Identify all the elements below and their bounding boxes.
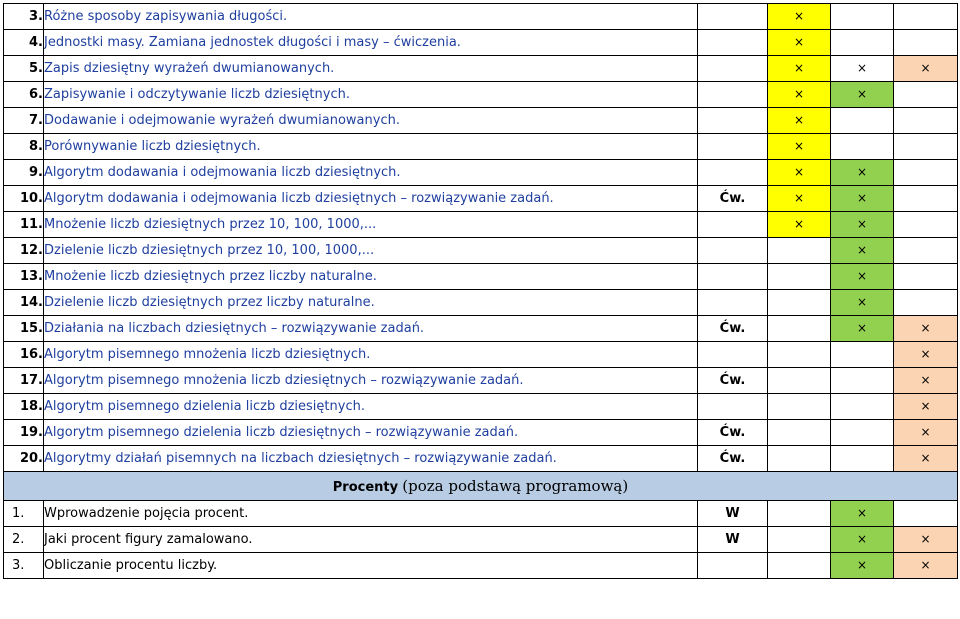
table-row — [4, 342, 958, 368]
row-number: 5. — [4, 56, 44, 82]
exercise-marker — [698, 290, 768, 316]
exercise-marker — [698, 4, 768, 30]
cross-mark-icon: × — [793, 217, 805, 231]
row-number: 6. — [4, 82, 44, 108]
row-title — [44, 316, 698, 342]
mark-cell-1 — [768, 186, 831, 212]
row-title — [44, 342, 698, 368]
topic-text: Mnożenie liczb dziesiętnych przez 10, 100, 1000,... — [44, 217, 377, 232]
row-number: 12. — [4, 238, 44, 264]
mark-cell-2 — [831, 342, 894, 368]
cross-mark-icon: × — [856, 269, 868, 283]
mark-cell-3 — [894, 134, 958, 160]
table-row — [4, 394, 958, 420]
mark-cell-3 — [894, 56, 958, 82]
mark-cell-2 — [831, 394, 894, 420]
row-number: 14. — [4, 290, 44, 316]
mark-cell-1 — [768, 56, 831, 82]
mark-cell-1 — [768, 30, 831, 56]
row-number: 16. — [4, 342, 44, 368]
row-title — [44, 368, 698, 394]
cross-mark-icon: × — [920, 532, 931, 546]
topic-text: Zapis dziesiętny wyrażeń dwumianowanych. — [44, 61, 335, 76]
mark-cell-3 — [894, 108, 958, 134]
mark-cell-2 — [831, 368, 894, 394]
row-title — [44, 420, 698, 446]
mark-cell-1 — [768, 394, 831, 420]
row-number: 13. — [4, 264, 44, 290]
topic-text: Dodawanie i odejmowanie wyrażeń dwumianowanych. — [44, 113, 400, 128]
mark-cell-1 — [768, 82, 831, 108]
row-title — [44, 394, 698, 420]
mark-cell-1 — [768, 501, 831, 527]
mark-cell-1 — [768, 527, 831, 553]
mark-cell-2 — [831, 553, 894, 579]
row-number: 10. — [4, 186, 44, 212]
topic-text: Wprowadzenie pojęcia procent. — [44, 506, 249, 521]
mark-cell-3 — [894, 420, 958, 446]
mark-cell-2 — [831, 56, 894, 82]
table-row — [4, 108, 958, 134]
exercise-marker: Ćw. — [698, 446, 768, 472]
mark-cell-1 — [768, 420, 831, 446]
cross-mark-icon: × — [920, 61, 931, 75]
table-row — [4, 56, 958, 82]
mark-cell-3 — [894, 4, 958, 30]
row-title — [44, 238, 698, 264]
cross-mark-icon: × — [856, 532, 868, 546]
row-title — [44, 290, 698, 316]
row-title — [44, 4, 698, 30]
topic-text: Obliczanie procentu liczby. — [44, 558, 218, 573]
topic-text: Różne sposoby zapisywania długości. — [44, 9, 288, 24]
cross-mark-icon: × — [856, 321, 868, 335]
mark-cell-3 — [894, 394, 958, 420]
topic-text: Zapisywanie i odczytywanie liczb dziesiętnych. — [44, 87, 350, 102]
cross-mark-icon: × — [856, 87, 868, 101]
mark-cell-2 — [831, 186, 894, 212]
mark-cell-2 — [831, 290, 894, 316]
cross-mark-icon: × — [920, 425, 931, 439]
table-row — [4, 186, 958, 212]
mark-cell-3 — [894, 316, 958, 342]
cross-mark-icon: × — [856, 558, 868, 572]
topic-text: Algorytm pisemnego dzielenia liczb dziesiętnych. — [44, 399, 365, 414]
mark-cell-3 — [894, 553, 958, 579]
exercise-marker: W — [698, 501, 768, 527]
exercise-marker: Ćw. — [698, 420, 768, 446]
mark-cell-2 — [831, 212, 894, 238]
row-number: 19. — [4, 420, 44, 446]
mark-cell-1 — [768, 238, 831, 264]
mark-cell-2 — [831, 82, 894, 108]
row-title — [44, 264, 698, 290]
mark-cell-3 — [894, 342, 958, 368]
mark-cell-3 — [894, 446, 958, 472]
cross-mark-icon: × — [793, 35, 805, 49]
mark-cell-1 — [768, 342, 831, 368]
row-title — [44, 446, 698, 472]
table-row — [4, 134, 958, 160]
cross-mark-icon: × — [856, 61, 868, 75]
mark-cell-3 — [894, 82, 958, 108]
table-row — [4, 368, 958, 394]
cross-mark-icon: × — [856, 191, 868, 205]
mark-cell-2 — [831, 446, 894, 472]
mark-cell-2 — [831, 264, 894, 290]
table-row — [4, 212, 958, 238]
cross-mark-icon: × — [793, 9, 805, 23]
mark-cell-3 — [894, 368, 958, 394]
mark-cell-1 — [768, 134, 831, 160]
row-number: 8. — [4, 134, 44, 160]
section-header-row — [4, 472, 958, 501]
cross-mark-icon: × — [856, 217, 868, 231]
row-title — [44, 108, 698, 134]
section-title-rest: (poza podstawą programową) — [402, 477, 629, 495]
exercise-marker — [698, 342, 768, 368]
mark-cell-3 — [894, 290, 958, 316]
mark-cell-3 — [894, 527, 958, 553]
exercise-marker — [698, 56, 768, 82]
cross-mark-icon: × — [920, 373, 931, 387]
row-number: 20. — [4, 446, 44, 472]
exercise-marker — [698, 264, 768, 290]
exercise-marker — [698, 394, 768, 420]
table-row — [4, 553, 958, 579]
row-title — [44, 527, 698, 553]
table-row — [4, 501, 958, 527]
exercise-marker — [698, 82, 768, 108]
mark-cell-1 — [768, 553, 831, 579]
mark-cell-3 — [894, 30, 958, 56]
cross-mark-icon: × — [856, 243, 868, 257]
mark-cell-3 — [894, 238, 958, 264]
row-number: 17. — [4, 368, 44, 394]
mark-cell-2 — [831, 501, 894, 527]
table-row — [4, 290, 958, 316]
mark-cell-2 — [831, 108, 894, 134]
curriculum-table — [3, 3, 958, 579]
cross-mark-icon: × — [920, 399, 931, 413]
table-row — [4, 446, 958, 472]
cross-mark-icon: × — [920, 321, 931, 335]
exercise-marker: Ćw. — [698, 368, 768, 394]
row-title — [44, 160, 698, 186]
mark-cell-2 — [831, 527, 894, 553]
mark-cell-1 — [768, 368, 831, 394]
mark-cell-1 — [768, 316, 831, 342]
row-number: 18. — [4, 394, 44, 420]
topic-text: Dzielenie liczb dziesiętnych przez liczby naturalne. — [44, 295, 375, 310]
cross-mark-icon: × — [920, 451, 931, 465]
cross-mark-icon: × — [793, 113, 805, 127]
cross-mark-icon: × — [793, 87, 805, 101]
exercise-marker — [698, 108, 768, 134]
table-row — [4, 30, 958, 56]
cross-mark-icon: × — [920, 347, 931, 361]
section-title — [4, 472, 958, 501]
cross-mark-icon: × — [920, 558, 931, 572]
topic-text: Algorytm pisemnego mnożenia liczb dziesiętnych. — [44, 347, 371, 362]
table-row — [4, 160, 958, 186]
row-title — [44, 30, 698, 56]
row-number: 15. — [4, 316, 44, 342]
cross-mark-icon: × — [856, 165, 868, 179]
table-row — [4, 238, 958, 264]
topic-text: Jaki procent figury zamalowano. — [44, 532, 253, 547]
row-title — [44, 56, 698, 82]
mark-cell-1 — [768, 446, 831, 472]
table-row — [4, 82, 958, 108]
table-row — [4, 264, 958, 290]
cross-mark-icon: × — [856, 506, 868, 520]
table-row — [4, 527, 958, 553]
row-number: 4. — [4, 30, 44, 56]
exercise-marker — [698, 238, 768, 264]
cross-mark-icon: × — [793, 61, 805, 75]
mark-cell-2 — [831, 420, 894, 446]
exercise-marker — [698, 134, 768, 160]
mark-cell-1 — [768, 160, 831, 186]
topic-text: Mnożenie liczb dziesiętnych przez liczby naturalne. — [44, 269, 377, 284]
topic-text: Algorytm dodawania i odejmowania liczb dziesiętnych. — [44, 165, 401, 180]
exercise-marker — [698, 30, 768, 56]
row-title — [44, 82, 698, 108]
exercise-marker: W — [698, 527, 768, 553]
exercise-marker — [698, 553, 768, 579]
table-row — [4, 316, 958, 342]
exercise-marker: Ćw. — [698, 316, 768, 342]
row-title — [44, 501, 698, 527]
mark-cell-1 — [768, 108, 831, 134]
section-title-bold: Procenty — [332, 480, 399, 495]
mark-cell-1 — [768, 4, 831, 30]
row-number: 9. — [4, 160, 44, 186]
mark-cell-2 — [831, 238, 894, 264]
table-body — [4, 4, 958, 579]
topic-text: Algorytmy działań pisemnych na liczbach dziesiętnych – rozwiązywanie zadań. — [44, 451, 557, 466]
row-title — [44, 186, 698, 212]
cross-mark-icon: × — [793, 139, 805, 153]
row-number: 3. — [4, 553, 44, 579]
row-title — [44, 212, 698, 238]
mark-cell-2 — [831, 160, 894, 186]
cross-mark-icon: × — [793, 191, 805, 205]
topic-text: Algorytm pisemnego mnożenia liczb dziesiętnych – rozwiązywanie zadań. — [44, 373, 524, 388]
mark-cell-2 — [831, 134, 894, 160]
row-number: 7. — [4, 108, 44, 134]
mark-cell-2 — [831, 30, 894, 56]
table-row — [4, 420, 958, 446]
mark-cell-1 — [768, 212, 831, 238]
mark-cell-3 — [894, 186, 958, 212]
mark-cell-2 — [831, 4, 894, 30]
mark-cell-3 — [894, 212, 958, 238]
topic-text: Jednostki masy. Zamiana jednostek długości i masy – ćwiczenia. — [44, 35, 461, 50]
topic-text: Dzielenie liczb dziesiętnych przez 10, 100, 1000,... — [44, 243, 375, 258]
exercise-marker: Ćw. — [698, 186, 768, 212]
mark-cell-1 — [768, 264, 831, 290]
row-number: 11. — [4, 212, 44, 238]
table-row — [4, 4, 958, 30]
topic-text: Porównywanie liczb dziesiętnych. — [44, 139, 261, 154]
row-number: 3. — [4, 4, 44, 30]
topic-text: Algorytm dodawania i odejmowania liczb dziesiętnych – rozwiązywanie zadań. — [44, 191, 554, 206]
exercise-marker — [698, 212, 768, 238]
mark-cell-3 — [894, 501, 958, 527]
mark-cell-3 — [894, 264, 958, 290]
row-title — [44, 553, 698, 579]
topic-text: Algorytm pisemnego dzielenia liczb dziesiętnych – rozwiązywanie zadań. — [44, 425, 519, 440]
exercise-marker — [698, 160, 768, 186]
row-number: 2. — [4, 527, 44, 553]
mark-cell-1 — [768, 290, 831, 316]
mark-cell-3 — [894, 160, 958, 186]
cross-mark-icon: × — [793, 165, 805, 179]
topic-text: Działania na liczbach dziesiętnych – rozwiązywanie zadań. — [44, 321, 425, 336]
row-title — [44, 134, 698, 160]
cross-mark-icon: × — [856, 295, 868, 309]
row-number: 1. — [4, 501, 44, 527]
mark-cell-2 — [831, 316, 894, 342]
